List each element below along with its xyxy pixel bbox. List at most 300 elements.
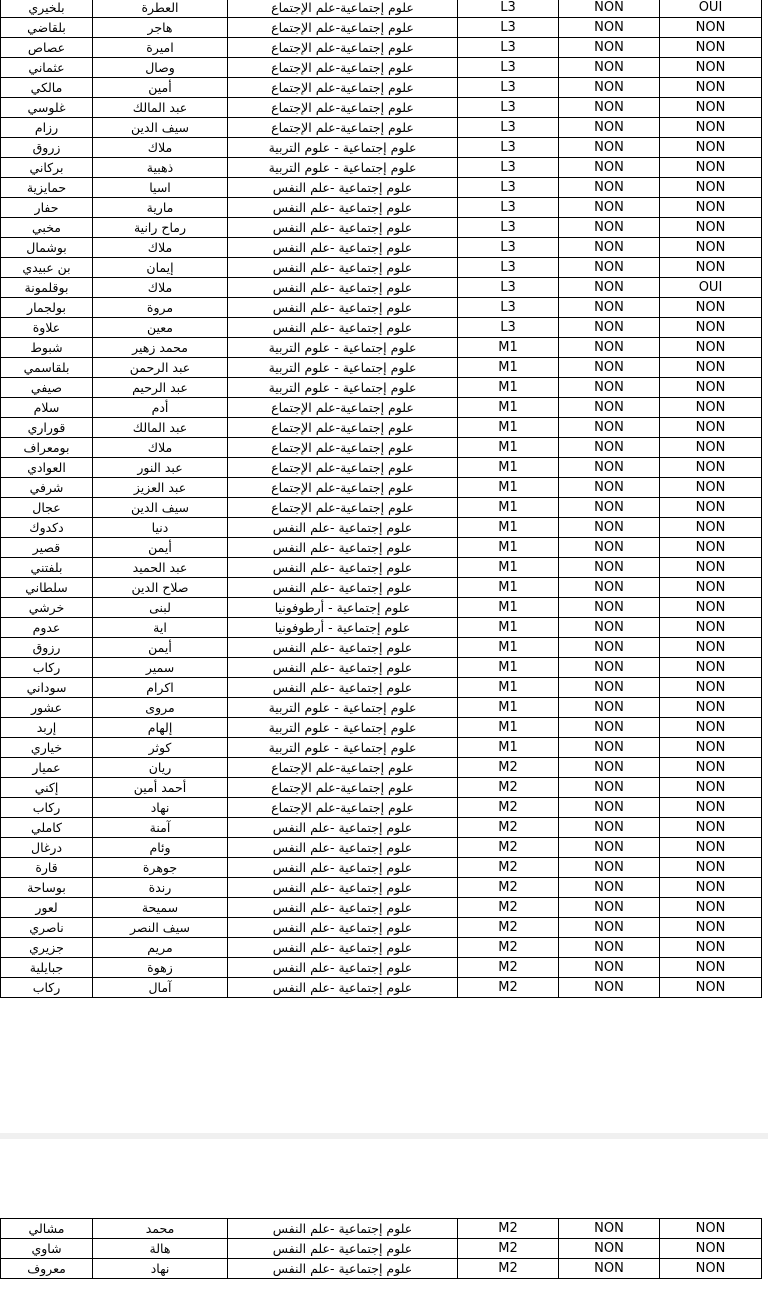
table-row	[1, 238, 762, 258]
status-cell-1: NON	[559, 438, 660, 458]
first-name-cell: ذهبية	[93, 158, 228, 178]
table-row	[1, 578, 762, 598]
status-cell-2: OUI	[660, 278, 762, 298]
first-name-cell: اكرام	[93, 678, 228, 698]
first-name-cell: عبد الرحيم	[93, 378, 228, 398]
last-name-cell: ناصري	[1, 918, 93, 938]
level-cell: L3	[458, 178, 559, 198]
table-row	[1, 278, 762, 298]
first-name-cell: عبد الرحمن	[93, 358, 228, 378]
last-name-cell: معروف	[1, 1259, 93, 1279]
table-row	[1, 258, 762, 278]
level-cell: M1	[458, 458, 559, 478]
level-cell: L3	[458, 218, 559, 238]
specialty-cell: علوم إجتماعية-علم الإجتماع	[228, 458, 458, 478]
last-name-cell: جبايلية	[1, 958, 93, 978]
status-cell-1: NON	[559, 758, 660, 778]
status-cell-1: NON	[559, 178, 660, 198]
status-cell-2: NON	[660, 38, 762, 58]
specialty-cell: علوم إجتماعية-علم الإجتماع	[228, 58, 458, 78]
first-name-cell: صلاح الدين	[93, 578, 228, 598]
table-row	[1, 358, 762, 378]
table-row	[1, 0, 762, 18]
specialty-cell: علوم إجتماعية -علم النفس	[228, 278, 458, 298]
first-name-cell: زهوة	[93, 958, 228, 978]
first-name-cell: مريم	[93, 938, 228, 958]
specialty-cell: علوم إجتماعية - علوم التربية	[228, 338, 458, 358]
specialty-cell: علوم إجتماعية -علم النفس	[228, 258, 458, 278]
level-cell: M1	[458, 558, 559, 578]
first-name-cell: مروة	[93, 298, 228, 318]
level-cell: M1	[458, 438, 559, 458]
last-name-cell: مخبي	[1, 218, 93, 238]
page-break-divider	[0, 1133, 768, 1139]
first-name-cell: جوهرة	[93, 858, 228, 878]
table-row	[1, 558, 762, 578]
level-cell: M1	[458, 738, 559, 758]
specialty-cell: علوم إجتماعية-علم الإجتماع	[228, 758, 458, 778]
table-row	[1, 958, 762, 978]
table-row	[1, 638, 762, 658]
specialty-cell: علوم إجتماعية-علم الإجتماع	[228, 418, 458, 438]
status-cell-1: NON	[559, 98, 660, 118]
specialty-cell: علوم إجتماعية -علم النفس	[228, 1219, 458, 1239]
specialty-cell: علوم إجتماعية - أرطوفونيا	[228, 618, 458, 638]
status-cell-1: NON	[559, 138, 660, 158]
specialty-cell: علوم إجتماعية -علم النفس	[228, 218, 458, 238]
specialty-cell: علوم إجتماعية - علوم التربية	[228, 158, 458, 178]
specialty-cell: علوم إجتماعية-علم الإجتماع	[228, 78, 458, 98]
status-cell-2: NON	[660, 938, 762, 958]
specialty-cell: علوم إجتماعية-علم الإجتماع	[228, 498, 458, 518]
first-name-cell: وصال	[93, 58, 228, 78]
level-cell: L3	[458, 298, 559, 318]
level-cell: M2	[458, 938, 559, 958]
last-name-cell: ركاب	[1, 798, 93, 818]
specialty-cell: علوم إجتماعية-علم الإجتماع	[228, 778, 458, 798]
first-name-cell: إلهام	[93, 718, 228, 738]
status-cell-1: NON	[559, 258, 660, 278]
first-name-cell: اسيا	[93, 178, 228, 198]
last-name-cell: خياري	[1, 738, 93, 758]
first-name-cell: محمد	[93, 1219, 228, 1239]
first-name-cell: إيمان	[93, 258, 228, 278]
level-cell: M2	[458, 778, 559, 798]
table-row	[1, 618, 762, 638]
last-name-cell: مشالي	[1, 1219, 93, 1239]
last-name-cell: سوداني	[1, 678, 93, 698]
level-cell: L3	[458, 58, 559, 78]
last-name-cell: بوشمال	[1, 238, 93, 258]
level-cell: L3	[458, 118, 559, 138]
table-row	[1, 678, 762, 698]
table-row	[1, 818, 762, 838]
status-cell-2: NON	[660, 478, 762, 498]
level-cell: M1	[458, 718, 559, 738]
level-cell: M1	[458, 678, 559, 698]
level-cell: M2	[458, 858, 559, 878]
last-name-cell: ركاب	[1, 978, 93, 998]
status-cell-2: NON	[660, 538, 762, 558]
last-name-cell: جزيري	[1, 938, 93, 958]
level-cell: M1	[458, 358, 559, 378]
level-cell: M2	[458, 878, 559, 898]
first-name-cell: ريان	[93, 758, 228, 778]
status-cell-2: NON	[660, 578, 762, 598]
first-name-cell: ملاك	[93, 138, 228, 158]
last-name-cell: بلقاضي	[1, 18, 93, 38]
table-row	[1, 838, 762, 858]
specialty-cell: علوم إجتماعية -علم النفس	[228, 918, 458, 938]
last-name-cell: خرشي	[1, 598, 93, 618]
specialty-cell: علوم إجتماعية - أرطوفونيا	[228, 598, 458, 618]
last-name-cell: رزام	[1, 118, 93, 138]
specialty-cell: علوم إجتماعية -علم النفس	[228, 878, 458, 898]
level-cell: L3	[458, 198, 559, 218]
table-row	[1, 978, 762, 998]
specialty-cell: علوم إجتماعية -علم النفس	[228, 1259, 458, 1279]
specialty-cell: علوم إجتماعية-علم الإجتماع	[228, 798, 458, 818]
first-name-cell: سميحة	[93, 898, 228, 918]
last-name-cell: حمايزية	[1, 178, 93, 198]
first-name-cell: أيمن	[93, 638, 228, 658]
specialty-cell: علوم إجتماعية -علم النفس	[228, 978, 458, 998]
table-row	[1, 78, 762, 98]
last-name-cell: عميار	[1, 758, 93, 778]
level-cell: M2	[458, 1219, 559, 1239]
last-name-cell: بومعراف	[1, 438, 93, 458]
specialty-cell: علوم إجتماعية - علوم التربية	[228, 738, 458, 758]
last-name-cell: العوادي	[1, 458, 93, 478]
status-cell-1: NON	[559, 698, 660, 718]
level-cell: M2	[458, 818, 559, 838]
first-name-cell: أيمن	[93, 538, 228, 558]
first-name-cell: ملاك	[93, 278, 228, 298]
table-row	[1, 918, 762, 938]
last-name-cell: سلام	[1, 398, 93, 418]
table-row	[1, 218, 762, 238]
last-name-cell: إكني	[1, 778, 93, 798]
specialty-cell: علوم إجتماعية -علم النفس	[228, 1239, 458, 1259]
level-cell: M1	[458, 638, 559, 658]
status-cell-2: NON	[660, 898, 762, 918]
last-name-cell: إربد	[1, 718, 93, 738]
last-name-cell: كاملي	[1, 818, 93, 838]
first-name-cell: مارية	[93, 198, 228, 218]
status-cell-1: NON	[559, 538, 660, 558]
status-cell-1: NON	[559, 858, 660, 878]
first-name-cell: نهاد	[93, 1259, 228, 1279]
specialty-cell: علوم إجتماعية - علوم التربية	[228, 138, 458, 158]
status-cell-1: NON	[559, 678, 660, 698]
last-name-cell: بوساحة	[1, 878, 93, 898]
last-name-cell: سلطاني	[1, 578, 93, 598]
first-name-cell: اية	[93, 618, 228, 638]
specialty-cell: علوم إجتماعية-علم الإجتماع	[228, 98, 458, 118]
table-row	[1, 538, 762, 558]
table-row	[1, 858, 762, 878]
last-name-cell: بن عبيدي	[1, 258, 93, 278]
first-name-cell: رماح رانية	[93, 218, 228, 238]
status-cell-1: NON	[559, 798, 660, 818]
level-cell: L3	[458, 258, 559, 278]
status-cell-1: NON	[559, 38, 660, 58]
specialty-cell: علوم إجتماعية-علم الإجتماع	[228, 0, 458, 18]
specialty-cell: علوم إجتماعية-علم الإجتماع	[228, 478, 458, 498]
specialty-cell: علوم إجتماعية - علوم التربية	[228, 718, 458, 738]
first-name-cell: ملاك	[93, 238, 228, 258]
level-cell: M2	[458, 798, 559, 818]
table-row	[1, 58, 762, 78]
status-cell-2: NON	[660, 58, 762, 78]
table-row	[1, 98, 762, 118]
table-row	[1, 1259, 762, 1279]
status-cell-2: NON	[660, 618, 762, 638]
first-name-cell: عبد المالك	[93, 418, 228, 438]
last-name-cell: عثماني	[1, 58, 93, 78]
status-cell-1: NON	[559, 918, 660, 938]
status-cell-1: NON	[559, 1239, 660, 1259]
level-cell: M1	[458, 518, 559, 538]
level-cell: M1	[458, 598, 559, 618]
status-cell-1: NON	[559, 418, 660, 438]
specialty-cell: علوم إجتماعية -علم النفس	[228, 838, 458, 858]
level-cell: M1	[458, 338, 559, 358]
status-cell-2: NON	[660, 158, 762, 178]
table-row	[1, 598, 762, 618]
specialty-cell: علوم إجتماعية -علم النفس	[228, 298, 458, 318]
specialty-cell: علوم إجتماعية -علم النفس	[228, 578, 458, 598]
last-name-cell: علاوة	[1, 318, 93, 338]
last-name-cell: ركاب	[1, 658, 93, 678]
first-name-cell: رندة	[93, 878, 228, 898]
first-name-cell: أدم	[93, 398, 228, 418]
table-row	[1, 478, 762, 498]
status-cell-1: NON	[559, 898, 660, 918]
specialty-cell: علوم إجتماعية -علم النفس	[228, 238, 458, 258]
first-name-cell: مروى	[93, 698, 228, 718]
first-name-cell: عبد الحميد	[93, 558, 228, 578]
first-name-cell: لبنى	[93, 598, 228, 618]
first-name-cell: محمد زهير	[93, 338, 228, 358]
first-name-cell: أمين	[93, 78, 228, 98]
table-row	[1, 298, 762, 318]
specialty-cell: علوم إجتماعية-علم الإجتماع	[228, 438, 458, 458]
level-cell: L3	[458, 318, 559, 338]
status-cell-2: NON	[660, 918, 762, 938]
status-cell-1: NON	[559, 298, 660, 318]
table-row	[1, 498, 762, 518]
status-cell-1: NON	[559, 658, 660, 678]
status-cell-1: NON	[559, 198, 660, 218]
level-cell: M2	[458, 1239, 559, 1259]
status-cell-2: NON	[660, 798, 762, 818]
last-name-cell: بلقاسمي	[1, 358, 93, 378]
table-row	[1, 138, 762, 158]
first-name-cell: دنيا	[93, 518, 228, 538]
status-cell-1: NON	[559, 1219, 660, 1239]
last-name-cell: دكدوك	[1, 518, 93, 538]
status-cell-1: NON	[559, 18, 660, 38]
first-name-cell: سمير	[93, 658, 228, 678]
last-name-cell: شبوط	[1, 338, 93, 358]
level-cell: M1	[458, 498, 559, 518]
status-cell-2: NON	[660, 758, 762, 778]
status-cell-2: NON	[660, 358, 762, 378]
level-cell: M1	[458, 658, 559, 678]
last-name-cell: رزوق	[1, 638, 93, 658]
status-cell-2: NON	[660, 1239, 762, 1259]
first-name-cell: وئام	[93, 838, 228, 858]
level-cell: M2	[458, 758, 559, 778]
specialty-cell: علوم إجتماعية -علم النفس	[228, 178, 458, 198]
specialty-cell: علوم إجتماعية-علم الإجتماع	[228, 398, 458, 418]
status-cell-2: NON	[660, 378, 762, 398]
status-cell-2: OUI	[660, 0, 762, 18]
status-cell-1: NON	[559, 558, 660, 578]
status-cell-2: NON	[660, 858, 762, 878]
last-name-cell: قصير	[1, 538, 93, 558]
status-cell-2: NON	[660, 318, 762, 338]
status-cell-2: NON	[660, 398, 762, 418]
status-cell-1: NON	[559, 738, 660, 758]
last-name-cell: عجال	[1, 498, 93, 518]
status-cell-1: NON	[559, 818, 660, 838]
level-cell: M2	[458, 918, 559, 938]
status-cell-2: NON	[660, 698, 762, 718]
status-cell-1: NON	[559, 278, 660, 298]
last-name-cell: مالكي	[1, 78, 93, 98]
specialty-cell: علوم إجتماعية -علم النفس	[228, 558, 458, 578]
specialty-cell: علوم إجتماعية -علم النفس	[228, 198, 458, 218]
status-cell-1: NON	[559, 458, 660, 478]
status-cell-1: NON	[559, 78, 660, 98]
level-cell: M1	[458, 698, 559, 718]
table-row	[1, 878, 762, 898]
specialty-cell: علوم إجتماعية -علم النفس	[228, 678, 458, 698]
status-cell-1: NON	[559, 0, 660, 18]
last-name-cell: درغال	[1, 838, 93, 858]
status-cell-1: NON	[559, 618, 660, 638]
level-cell: M1	[458, 378, 559, 398]
status-cell-2: NON	[660, 238, 762, 258]
level-cell: L3	[458, 138, 559, 158]
table-row	[1, 798, 762, 818]
status-cell-1: NON	[559, 378, 660, 398]
specialty-cell: علوم إجتماعية -علم النفس	[228, 658, 458, 678]
last-name-cell: بولجمار	[1, 298, 93, 318]
status-cell-1: NON	[559, 478, 660, 498]
status-cell-1: NON	[559, 518, 660, 538]
first-name-cell: عبد المالك	[93, 98, 228, 118]
table-row	[1, 1219, 762, 1239]
level-cell: L3	[458, 0, 559, 18]
status-cell-1: NON	[559, 338, 660, 358]
specialty-cell: علوم إجتماعية - علوم التربية	[228, 698, 458, 718]
specialty-cell: علوم إجتماعية - علوم التربية	[228, 378, 458, 398]
status-cell-2: NON	[660, 118, 762, 138]
table-row	[1, 718, 762, 738]
status-cell-2: NON	[660, 98, 762, 118]
status-cell-1: NON	[559, 58, 660, 78]
first-name-cell: ملاك	[93, 438, 228, 458]
first-name-cell: كوثر	[93, 738, 228, 758]
level-cell: L3	[458, 98, 559, 118]
specialty-cell: علوم إجتماعية -علم النفس	[228, 818, 458, 838]
status-cell-2: NON	[660, 298, 762, 318]
table-row	[1, 118, 762, 138]
level-cell: L3	[458, 18, 559, 38]
first-name-cell: سيف الدين	[93, 498, 228, 518]
status-cell-2: NON	[660, 818, 762, 838]
level-cell: M1	[458, 418, 559, 438]
status-cell-2: NON	[660, 338, 762, 358]
student-table-page-2	[0, 1218, 762, 1279]
table-row	[1, 438, 762, 458]
status-cell-2: NON	[660, 558, 762, 578]
level-cell: M1	[458, 618, 559, 638]
last-name-cell: قوراري	[1, 418, 93, 438]
specialty-cell: علوم إجتماعية -علم النفس	[228, 858, 458, 878]
table-row	[1, 1239, 762, 1259]
table-row	[1, 38, 762, 58]
status-cell-2: NON	[660, 198, 762, 218]
specialty-cell: علوم إجتماعية-علم الإجتماع	[228, 18, 458, 38]
status-cell-1: NON	[559, 118, 660, 138]
table-row	[1, 378, 762, 398]
table-row	[1, 518, 762, 538]
status-cell-1: NON	[559, 938, 660, 958]
last-name-cell: زروق	[1, 138, 93, 158]
level-cell: M2	[458, 898, 559, 918]
specialty-cell: علوم إجتماعية-علم الإجتماع	[228, 38, 458, 58]
status-cell-2: NON	[660, 718, 762, 738]
table-row	[1, 178, 762, 198]
last-name-cell: عشور	[1, 698, 93, 718]
first-name-cell: آمال	[93, 978, 228, 998]
level-cell: M1	[458, 578, 559, 598]
level-cell: M2	[458, 978, 559, 998]
level-cell: M2	[458, 958, 559, 978]
status-cell-2: NON	[660, 978, 762, 998]
specialty-cell: علوم إجتماعية - علوم التربية	[228, 358, 458, 378]
last-name-cell: بلفتني	[1, 558, 93, 578]
table-row	[1, 778, 762, 798]
table-row	[1, 338, 762, 358]
level-cell: L3	[458, 278, 559, 298]
level-cell: M2	[458, 838, 559, 858]
status-cell-2: NON	[660, 1219, 762, 1239]
status-cell-2: NON	[660, 418, 762, 438]
status-cell-1: NON	[559, 158, 660, 178]
status-cell-1: NON	[559, 318, 660, 338]
last-name-cell: عصاص	[1, 38, 93, 58]
first-name-cell: سيف الدين	[93, 118, 228, 138]
last-name-cell: حفار	[1, 198, 93, 218]
first-name-cell: هاجر	[93, 18, 228, 38]
status-cell-1: NON	[559, 638, 660, 658]
status-cell-2: NON	[660, 258, 762, 278]
table-row	[1, 458, 762, 478]
status-cell-1: NON	[559, 498, 660, 518]
status-cell-1: NON	[559, 358, 660, 378]
first-name-cell: سيف النصر	[93, 918, 228, 938]
first-name-cell: اميرة	[93, 38, 228, 58]
status-cell-2: NON	[660, 678, 762, 698]
status-cell-2: NON	[660, 598, 762, 618]
status-cell-2: NON	[660, 958, 762, 978]
last-name-cell: بوقلمونة	[1, 278, 93, 298]
